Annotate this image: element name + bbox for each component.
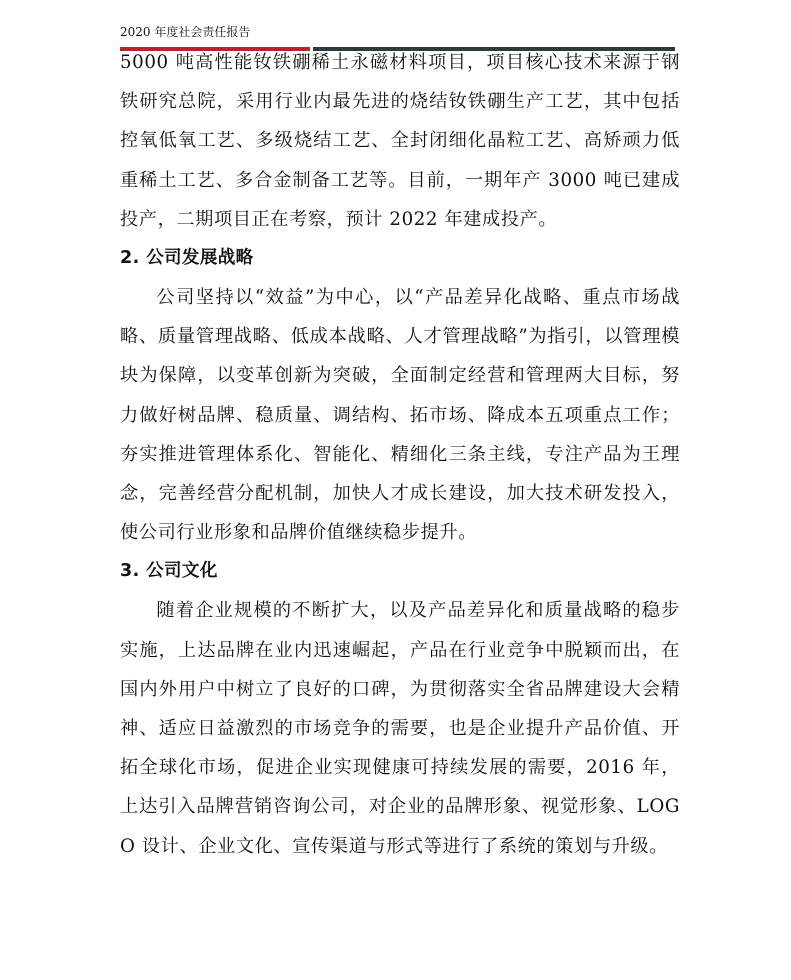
strategy-paragraph: 公司坚持以“效益”为中心，以“产品差异化战略、重点市场战略、质量管理战略、低成本战略、人才管理战略”为指引，以管理模块为保障，以变革创新为突破，全面制定经营和管理两大目标，努力做好树品牌、稳质量、调结构、拓市场、降成本五项重点工作；夯实推进管理体系化、智能化、精细化三条主线，专注产品为王理念，完善经营分配机制，加快人才成长建设，加大技术研发投入，使公司行业形象和品牌价值继续稳步提升。 (120, 287, 680, 544)
section-heading-culture: 3. 公司文化 (120, 561, 218, 582)
document-body (120, 43, 680, 866)
project-paragraph: 5000 吨高性能钕铁硼稀土永磁材料项目，项目核心技术来源于钢铁研究总院，采用行业内最先进的烧结钕铁硼生产工艺，其中包括控氧低氧工艺、多级烧结工艺、全封闭细化晶粒工艺、高矫顽力低重稀土工艺、多合金制备工艺等。目前，一期年产 3000 吨已建成投产，二期项目正在考察，预计 2022 年建成投产。 (120, 52, 680, 230)
report-title: 2020 年度社会责任报告 (120, 25, 251, 39)
section-heading-strategy: 2. 公司发展战略 (120, 248, 254, 269)
culture-paragraph: 随着企业规模的不断扩大，以及产品差异化和质量战略的稳步实施，上达品牌在业内迅速崛起，产品在行业竞争中脱颖而出，在国内外用户中树立了良好的口碑，为贯彻落实全省品牌建设大会精神、适应日益激烈的市场竞争的需要，也是企业提升产品价值、开拓全球化市场，促进企业实现健康可持续发展的需要，2016 年，上达引入品牌营销咨询公司，对企业的品牌形象、视觉形象、LOGO 设计、企业文化、宣传渠道与形式等进行了系统的策划与升级。 (120, 600, 680, 857)
